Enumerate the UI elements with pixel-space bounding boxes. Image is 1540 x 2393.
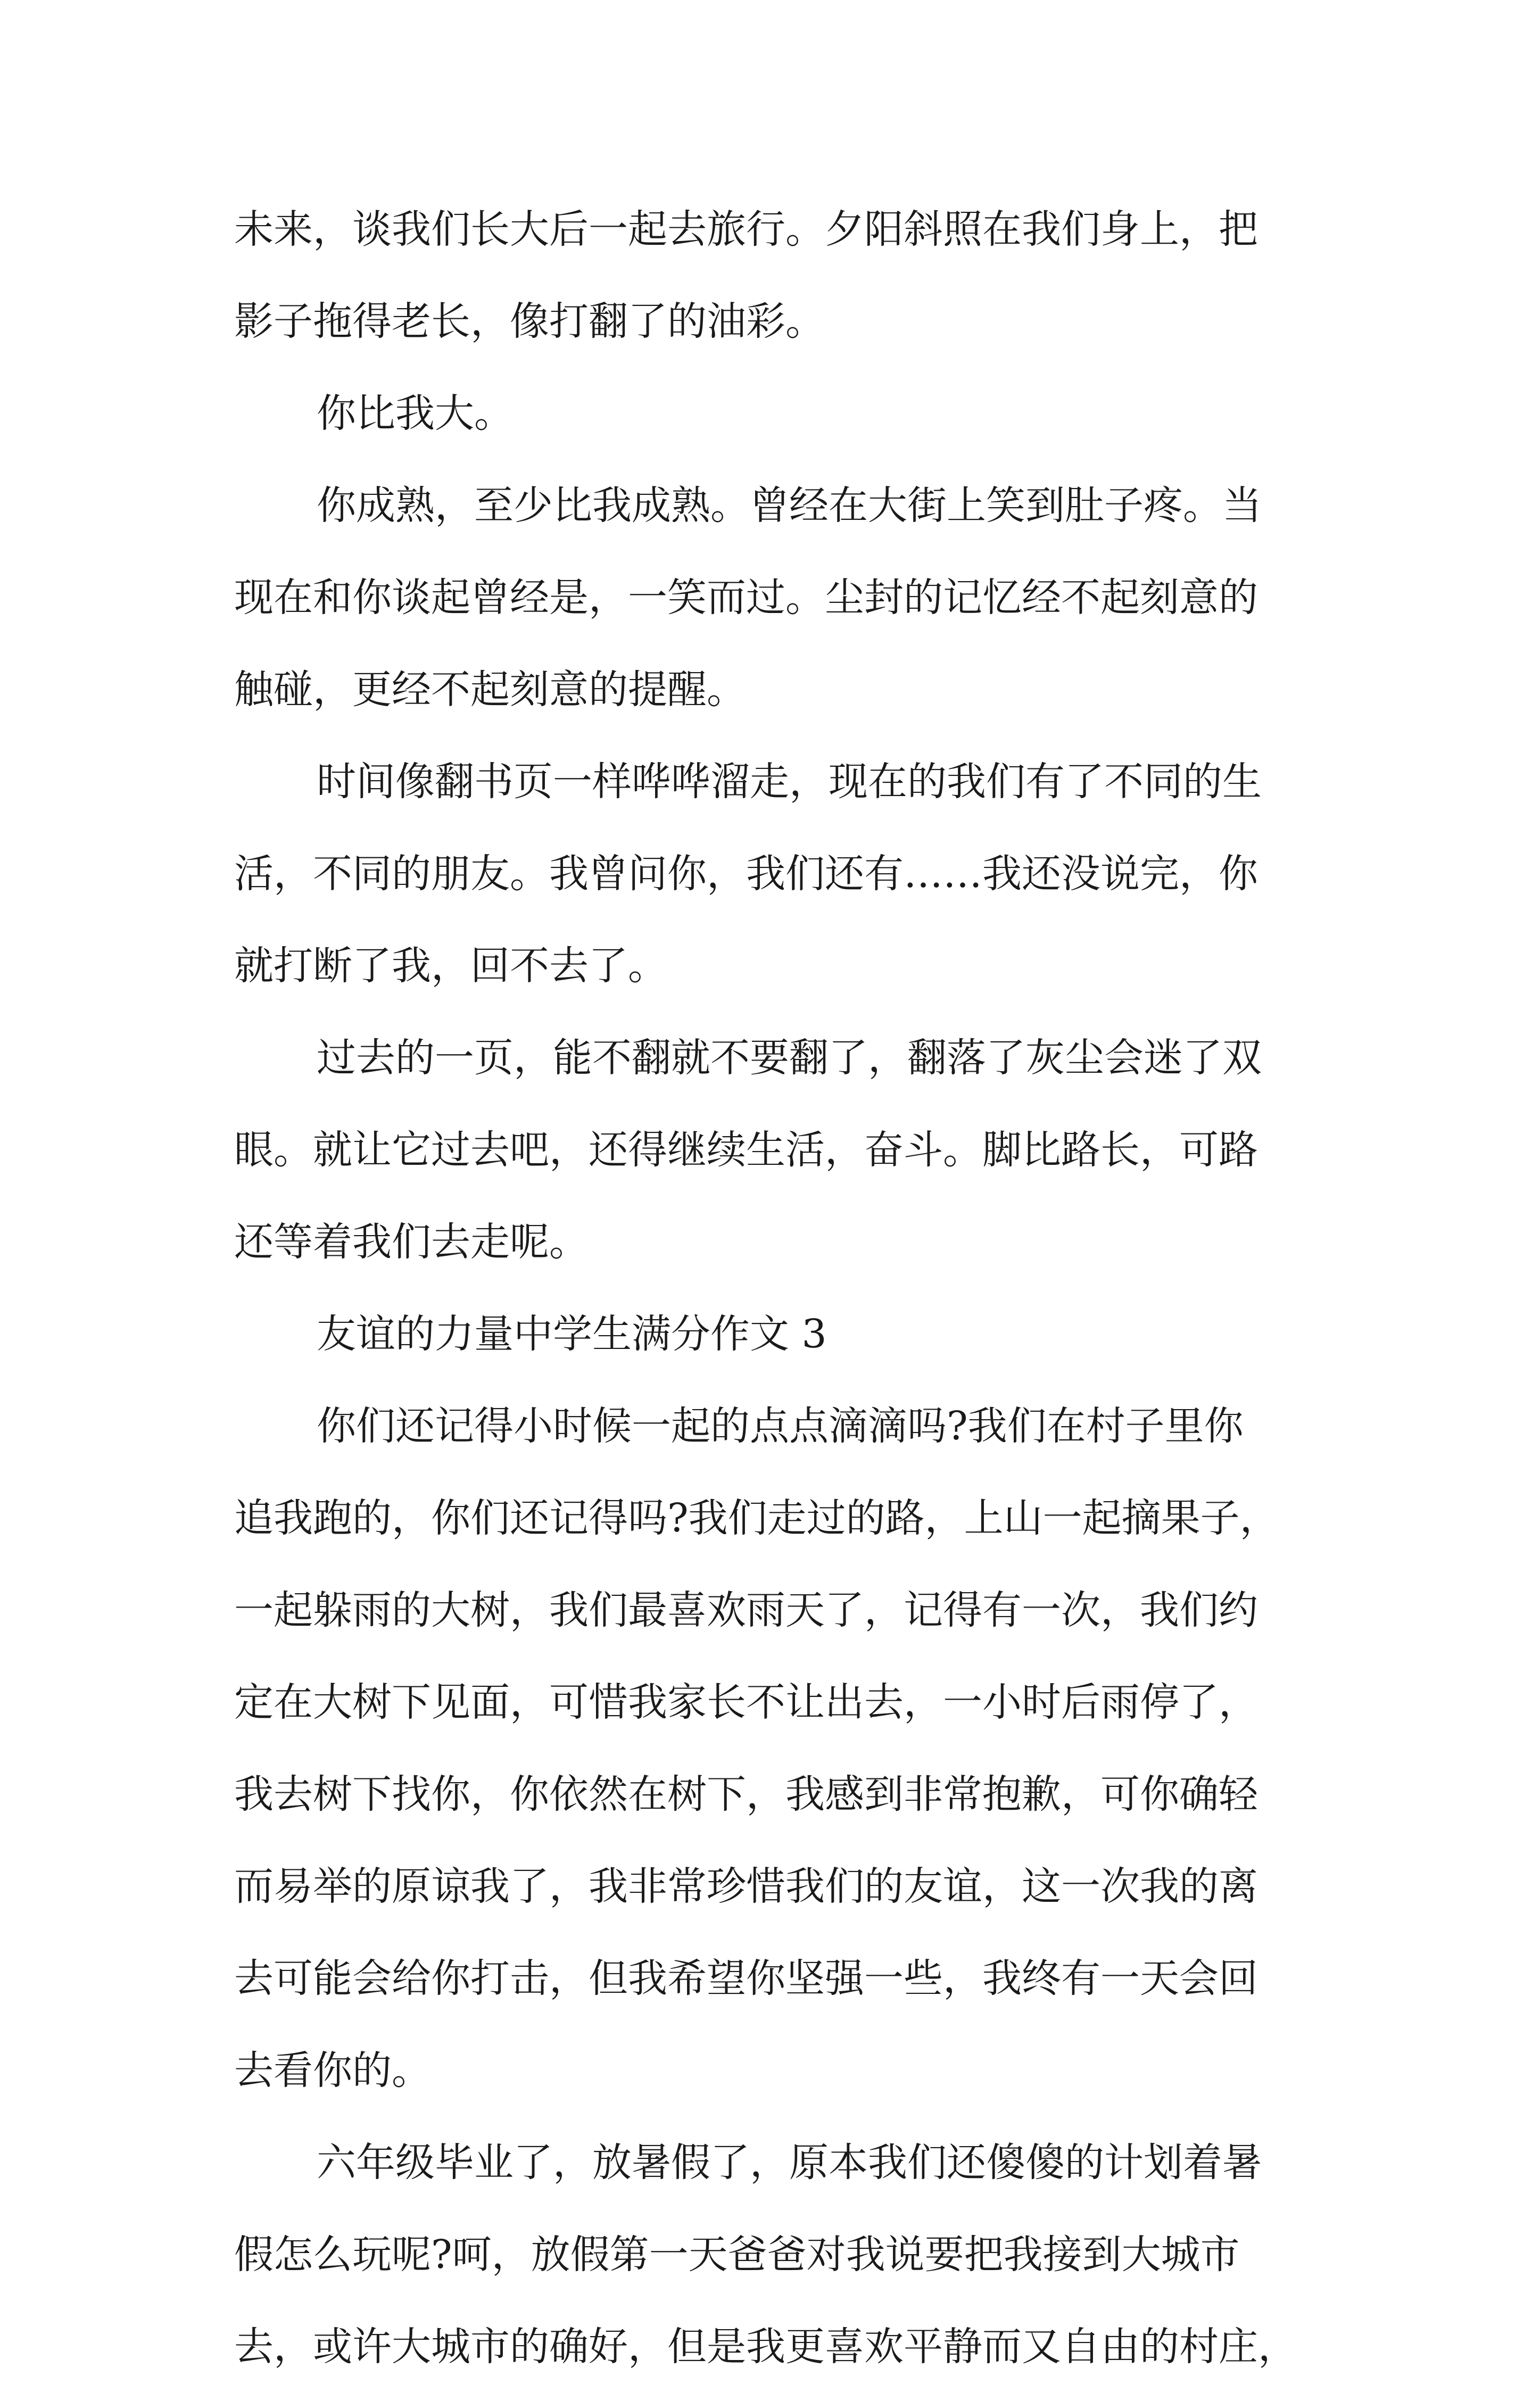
text-line: 定在大树下见面，可惜我家长不让出去，一小时后雨停了，	[234, 1679, 1258, 1725]
text-line: 活，不同的朋友。我曾问你，我们还有……我还没说完，你	[234, 851, 1258, 897]
text-line: 六年级毕业了，放暑假了，原本我们还傻傻的计划着暑	[317, 2140, 1262, 2185]
text-line: 我去树下找你，你依然在树下，我感到非常抱歉，可你确轻	[234, 1771, 1258, 1817]
text-line: 未来，谈我们长大后一起去旅行。夕阳斜照在我们身上，把	[234, 206, 1258, 252]
text-line: 去看你的。	[234, 2048, 431, 2093]
text-line: 去可能会给你打击，但我希望你坚强一些，我终有一天会回	[234, 1956, 1258, 2001]
text-line: 追我跑的，你们还记得吗?我们走过的路，上山一起摘果子，	[234, 1495, 1279, 1541]
text-line: 而易举的原谅我了，我非常珍惜我们的友谊，这一次我的离	[234, 1864, 1258, 1909]
text-line: 假怎么玩呢?呵，放假第一天爸爸对我说要把我接到大城市	[234, 2232, 1240, 2278]
text-line: 过去的一页，能不翻就不要翻了，翻落了灰尘会迷了双	[317, 1035, 1262, 1081]
text-line: 你们还记得小时候一起的点点滴滴吗?我们在村子里你	[317, 1403, 1244, 1449]
text-line: 你比我大。	[317, 391, 514, 436]
text-line: 眼。就让它过去吧，还得继续生活，奋斗。脚比路长，可路	[234, 1127, 1258, 1173]
text-line: 去，或许大城市的确好，但是我更喜欢平静而又自由的村庄，	[234, 2324, 1297, 2370]
text-line: 一起躲雨的大树，我们最喜欢雨天了，记得有一次，我们约	[234, 1587, 1258, 1633]
text-line: 影子拖得老长，像打翻了的油彩。	[234, 299, 825, 344]
text-line: 还等着我们去走呢。	[234, 1219, 589, 1265]
body-text	[234, 184, 1336, 2393]
text-line: 你成熟，至少比我成熟。曾经在大街上笑到肚子疼。当	[317, 483, 1262, 528]
text-line: 触碰，更经不起刻意的提醒。	[234, 667, 746, 713]
text-line: 就打断了我，回不去了。	[234, 943, 667, 989]
text-line: 时间像翻书页一样哗哗溜走，现在的我们有了不同的生	[317, 759, 1262, 805]
section-heading: 友谊的力量中学生满分作文 3	[317, 1311, 827, 1357]
text-line: 现在和你谈起曾经是，一笑而过。尘封的记忆经不起刻意的	[234, 575, 1258, 620]
